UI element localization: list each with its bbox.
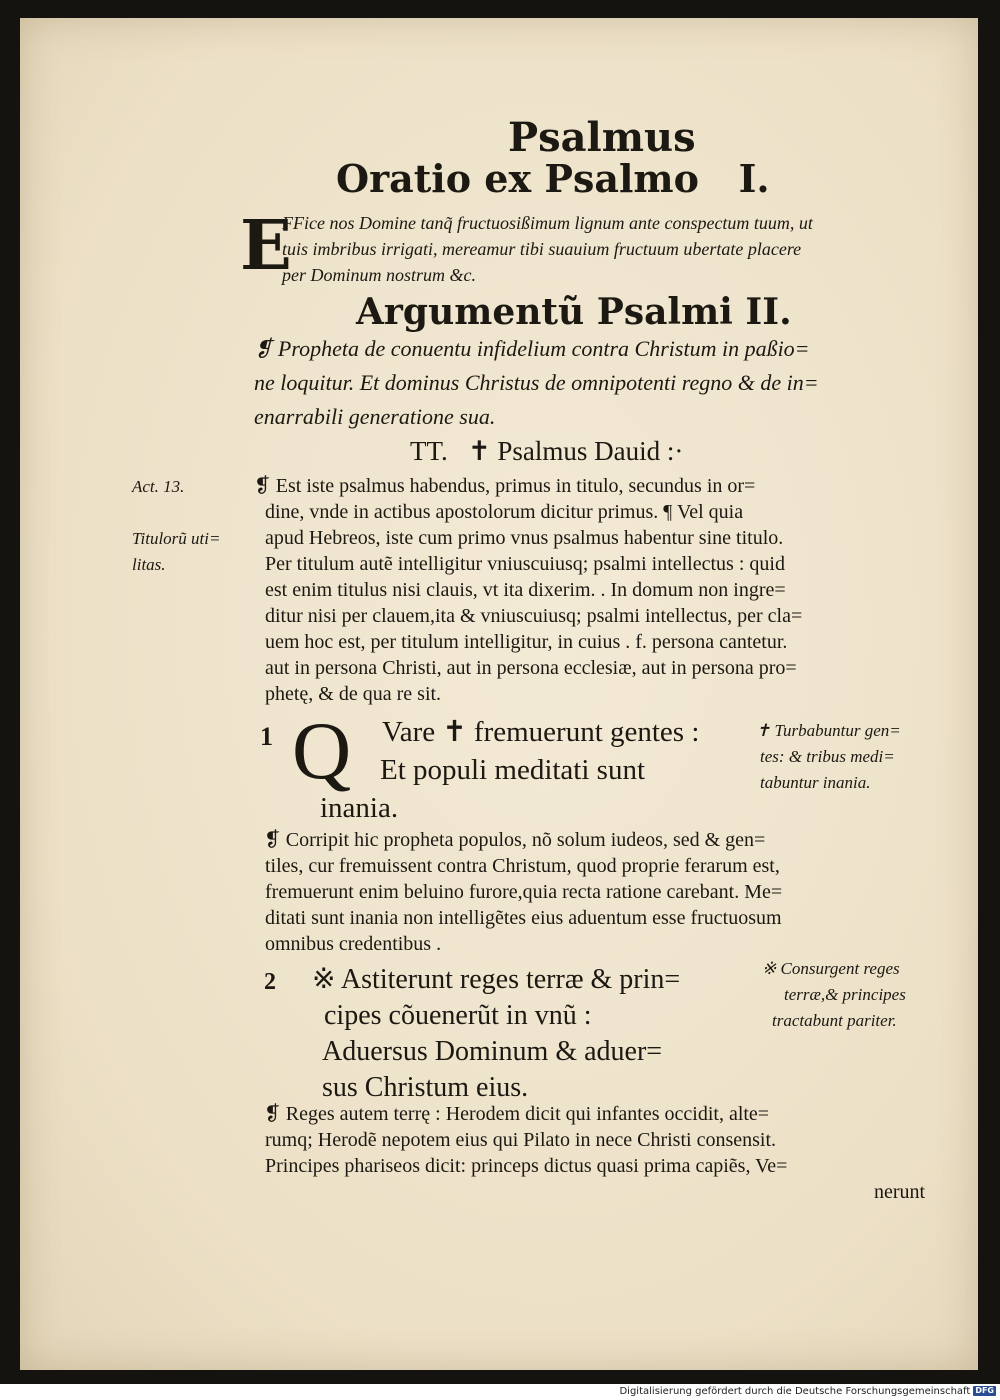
book-page bbox=[20, 18, 978, 1370]
commentary-2-line-5: omnibus credentibus . bbox=[265, 933, 442, 955]
verse-1-line-1: Vare ✝ fremuerunt gentes : bbox=[382, 716, 700, 748]
verse-1-gloss-1: ✝ Turbabuntur gen= bbox=[756, 721, 901, 740]
verse-1-line-3: inania. bbox=[320, 792, 399, 824]
verse-1-number: 1 bbox=[260, 722, 273, 751]
commentary-2-line-4: ditati sunt inania non intelligẽtes eius aduentum esse fructuosum bbox=[265, 907, 782, 929]
commentary-3-line-1: ❡ Reges autem terrę : Herodem dicit qui infantes occidit, alte= bbox=[264, 1103, 770, 1125]
commentary-2-line-3: fremuerunt enim beluino furore,quia recta ratione carebant. Me= bbox=[265, 881, 783, 903]
commentary-1-line-6: ditur nisi per clauem,ita & vniuscuiusq; psalmi intellectus, per cla= bbox=[265, 605, 803, 627]
verse-2-line-4: sus Christum eius. bbox=[322, 1072, 529, 1103]
commentary-1-line-9: phetę, & de qua re sit. bbox=[265, 683, 442, 705]
verse-1-line-2: Et populi meditati sunt bbox=[380, 754, 646, 786]
argumentum-heading: Argumentũ Psalmi II. bbox=[356, 291, 792, 333]
oratio-line-3: per Dominum nostrum &c. bbox=[282, 265, 476, 285]
commentary-2-line-2: tiles, cur fremuissent contra Christum, quod proprie ferarum est, bbox=[265, 855, 780, 877]
margin-note-titulorum-1: Titulorũ uti= bbox=[132, 529, 221, 548]
oratio-initial: E bbox=[240, 206, 292, 286]
verse-2-line-1: ※ Astiterunt reges terræ & prin= bbox=[312, 964, 681, 995]
verse-2-number: 2 bbox=[264, 969, 276, 995]
commentary-1-line-2: dine, vnde in actibus apostolorum dicitur primus. ¶ Vel quia bbox=[265, 501, 744, 523]
oratio-line-1: FFice nos Domine tanq̃ fructuosißimum lignum ante conspectum tuum, ut bbox=[282, 213, 813, 233]
margin-note-titulorum-2: litas. bbox=[132, 555, 166, 574]
catchword: nerunt bbox=[874, 1181, 926, 1203]
verse-2-line-3: Aduersus Dominum & aduer= bbox=[322, 1036, 663, 1067]
commentary-2-line-1: ❡ Corripit hic propheta populos, nõ solum iudeos, sed & gen= bbox=[264, 829, 766, 851]
commentary-1-line-1: ❡ Est iste psalmus habendus, primus in titulo, secundus in or= bbox=[254, 475, 756, 497]
verse-1-initial: Q bbox=[292, 705, 352, 796]
psalm-title: TT. ✝ Psalmus Dauid :· bbox=[410, 436, 684, 466]
commentary-1-line-8: aut in persona Christi, aut in persona ecclesiæ, aut in persona pro= bbox=[265, 657, 797, 679]
commentary-3-line-2: rumq; Herodẽ nepotem eius qui Pilato in nece Christi consensit. bbox=[265, 1129, 777, 1151]
commentary-1-line-4: Per titulum autẽ intelligitur vniuscuiusq; psalmi intellectus : quid bbox=[265, 553, 785, 575]
digitization-credit bbox=[619, 1386, 996, 1397]
commentary-1-line-7: uem hoc est, per titulum intelligitur, in cuius . f. persona cantetur. bbox=[265, 631, 788, 653]
verse-2-gloss-1: ※ Consurgent reges bbox=[762, 959, 900, 978]
commentary-1-line-3: apud Hebreos, iste cum primo vnus psalmus habentur sine titulo. bbox=[265, 527, 784, 549]
running-title: Psalmus bbox=[508, 114, 696, 161]
digitization-credit-text: Digitalisierung gefördert durch die Deutsche Forschungsgemeinschaft bbox=[619, 1386, 971, 1397]
oratio-line-2: tuis imbribus irrigati, mereamur tibi suauium fructuum ubertate placere bbox=[282, 239, 802, 259]
argumentum-line-3: enarrabili generatione sua. bbox=[254, 404, 496, 429]
margin-note-act: Act. 13. bbox=[132, 477, 185, 496]
argumentum-line-2: ne loquitur. Et dominus Christus de omnipotenti regno & de in= bbox=[254, 370, 819, 395]
commentary-3-line-3: Principes phariseos dicit: princeps dictus quasi prima capiẽs, Ve= bbox=[265, 1155, 788, 1177]
verse-1-gloss-3: tabuntur inania. bbox=[760, 773, 871, 792]
commentary-1-line-5: est enim titulus nisi clauis, vt ita dixerim. . In domum non ingre= bbox=[265, 579, 786, 601]
verse-2-gloss-2: terræ,& principes bbox=[784, 985, 906, 1004]
verse-1-gloss-2: tes: & tribus medi= bbox=[760, 747, 895, 766]
dfg-logo-icon: DFG bbox=[975, 1386, 994, 1395]
argumentum-line-1: ❡ Propheta de conuentu infidelium contra Christum in paßio= bbox=[254, 336, 810, 361]
verse-2-line-2: cipes cõuenerũt in vnũ : bbox=[324, 1000, 592, 1031]
verse-2-gloss-3: tractabunt pariter. bbox=[772, 1011, 897, 1030]
oratio-heading: Oratio ex Psalmo I. bbox=[336, 156, 770, 201]
